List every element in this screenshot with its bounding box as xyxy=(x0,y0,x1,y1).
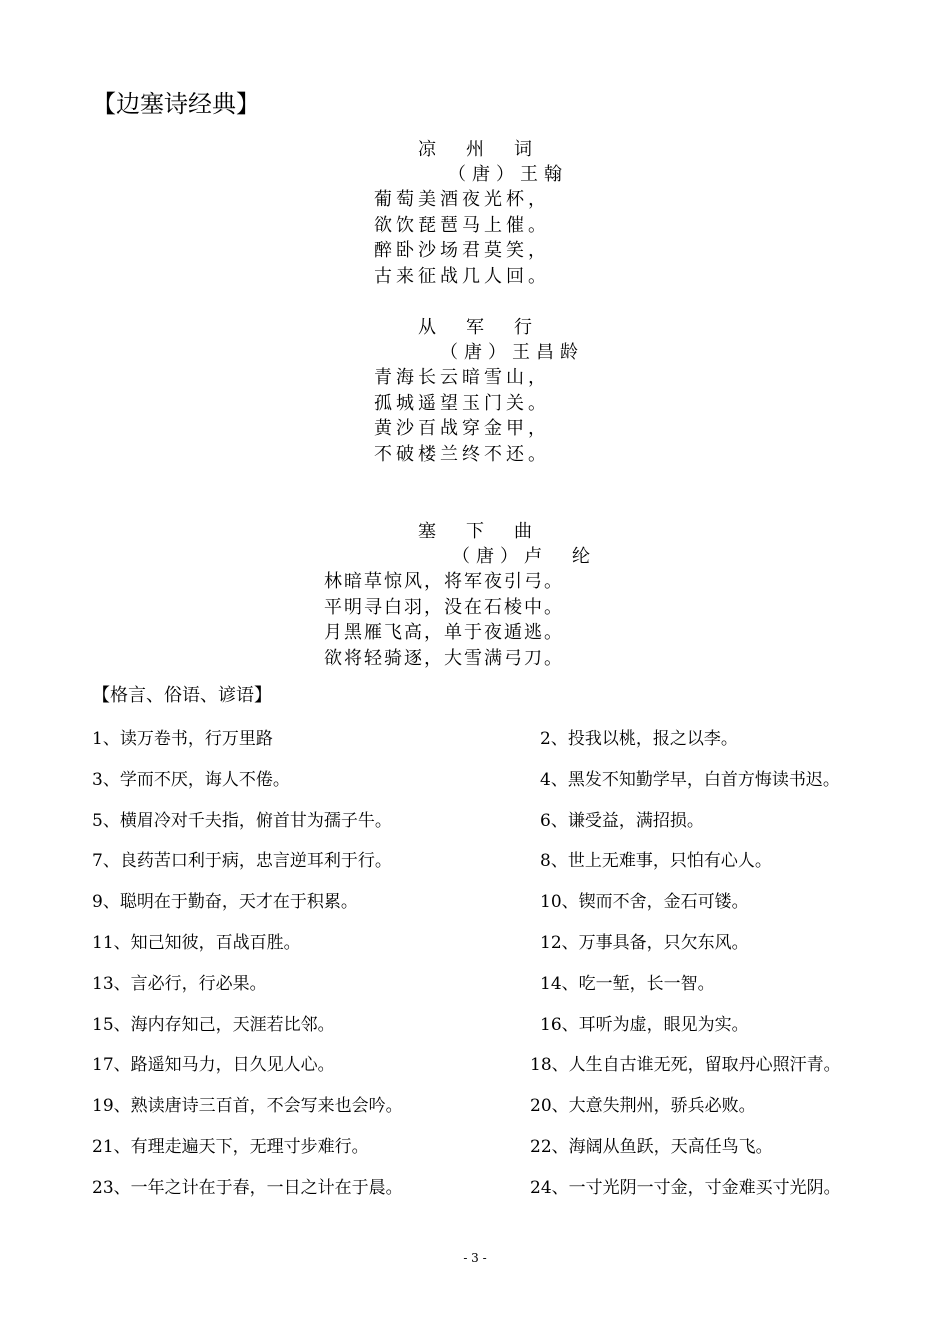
poem-verse-line: 古来征战几人回。 xyxy=(374,265,550,287)
poem-verse-line: 月黑雁飞高，单于夜遁逃。 xyxy=(324,622,564,643)
saying-item: 1、读万卷书，行万里路 xyxy=(92,729,273,749)
saying-item: 16、耳听为虚，眼见为实。 xyxy=(540,1014,749,1035)
poem-author: （唐）卢 纶 xyxy=(452,546,596,567)
saying-item: 11、知己知彼，百战百胜。 xyxy=(92,933,301,953)
saying-item: 19、熟读唐诗三百首，不会写来也会吟。 xyxy=(92,1096,403,1117)
poem-verse-line: 欲将轻骑逐，大雪满弓刀。 xyxy=(324,647,564,669)
saying-item: 4、黑发不知勤学早，白首方悔读书迟。 xyxy=(540,769,840,790)
poem-title: 从 军 行 xyxy=(418,317,538,338)
saying-item: 12、万事具备，只欠东风。 xyxy=(540,933,749,953)
saying-item: 14、吃一堑，长一智。 xyxy=(540,973,715,994)
saying-item: 9、聪明在于勤奋，天才在于积累。 xyxy=(92,892,358,913)
poem-verse-line: 黄沙百战穿金甲， xyxy=(374,418,550,439)
saying-item: 7、良药苦口利于病，忠言逆耳利于行。 xyxy=(92,851,392,872)
saying-item: 17、路遥知马力，日久见人心。 xyxy=(92,1055,335,1076)
poem-verse-line: 青海长云暗雪山， xyxy=(374,367,550,388)
saying-item: 23、一年之计在于春，一日之计在于晨。 xyxy=(92,1177,403,1198)
poem-verse-line: 孤城遥望玉门关。 xyxy=(374,392,550,414)
saying-item: 20、大意失荆州，骄兵必败。 xyxy=(530,1096,756,1117)
saying-item: 5、横眉冷对千夫指，俯首甘为孺子牛。 xyxy=(92,810,392,831)
poem-title: 塞 下 曲 xyxy=(418,521,538,542)
poem-verse-line: 不破楼兰终不还。 xyxy=(374,443,550,465)
poem-verse-line: 葡萄美酒夜光杯， xyxy=(374,189,550,210)
poem-verse-line: 欲饮琵琶马上催。 xyxy=(374,214,550,236)
page-number: - 3 - xyxy=(463,1251,487,1265)
saying-item: 15、海内存知己，天涯若比邻。 xyxy=(92,1014,335,1035)
saying-item: 18、人生自古谁无死，留取丹心照汗青。 xyxy=(530,1055,841,1076)
poem-verse-line: 平明寻白羽，没在石棱中。 xyxy=(324,596,564,618)
saying-item: 13、言必行，行必果。 xyxy=(92,973,267,994)
section-title: 【边塞诗经典】 xyxy=(92,90,260,118)
poem-verse-line: 林暗草惊风，将军夜引弓。 xyxy=(324,571,564,592)
saying-item: 21、有理走遍天下，无理寸步难行。 xyxy=(92,1137,369,1157)
saying-item: 2、投我以桃，报之以李。 xyxy=(540,729,738,749)
saying-item: 24、一寸光阴一寸金，寸金难买寸光阴。 xyxy=(530,1177,841,1198)
sayings-title: 【格言、俗语、谚语】 xyxy=(92,685,272,706)
poem-title: 凉 州 词 xyxy=(418,139,538,160)
saying-item: 3、学而不厌，诲人不倦。 xyxy=(92,769,290,790)
saying-item: 22、海阔从鱼跃，天高任鸟飞。 xyxy=(530,1137,773,1157)
saying-item: 8、世上无难事，只怕有心人。 xyxy=(540,851,772,872)
saying-item: 10、锲而不舍，金石可镂。 xyxy=(540,892,749,913)
poem-author: （唐）王翰 xyxy=(448,164,568,185)
saying-item: 6、谦受益，满招损。 xyxy=(540,810,704,831)
poem-verse-line: 醉卧沙场君莫笑， xyxy=(374,240,550,261)
poem-author: （唐）王昌龄 xyxy=(440,342,584,363)
